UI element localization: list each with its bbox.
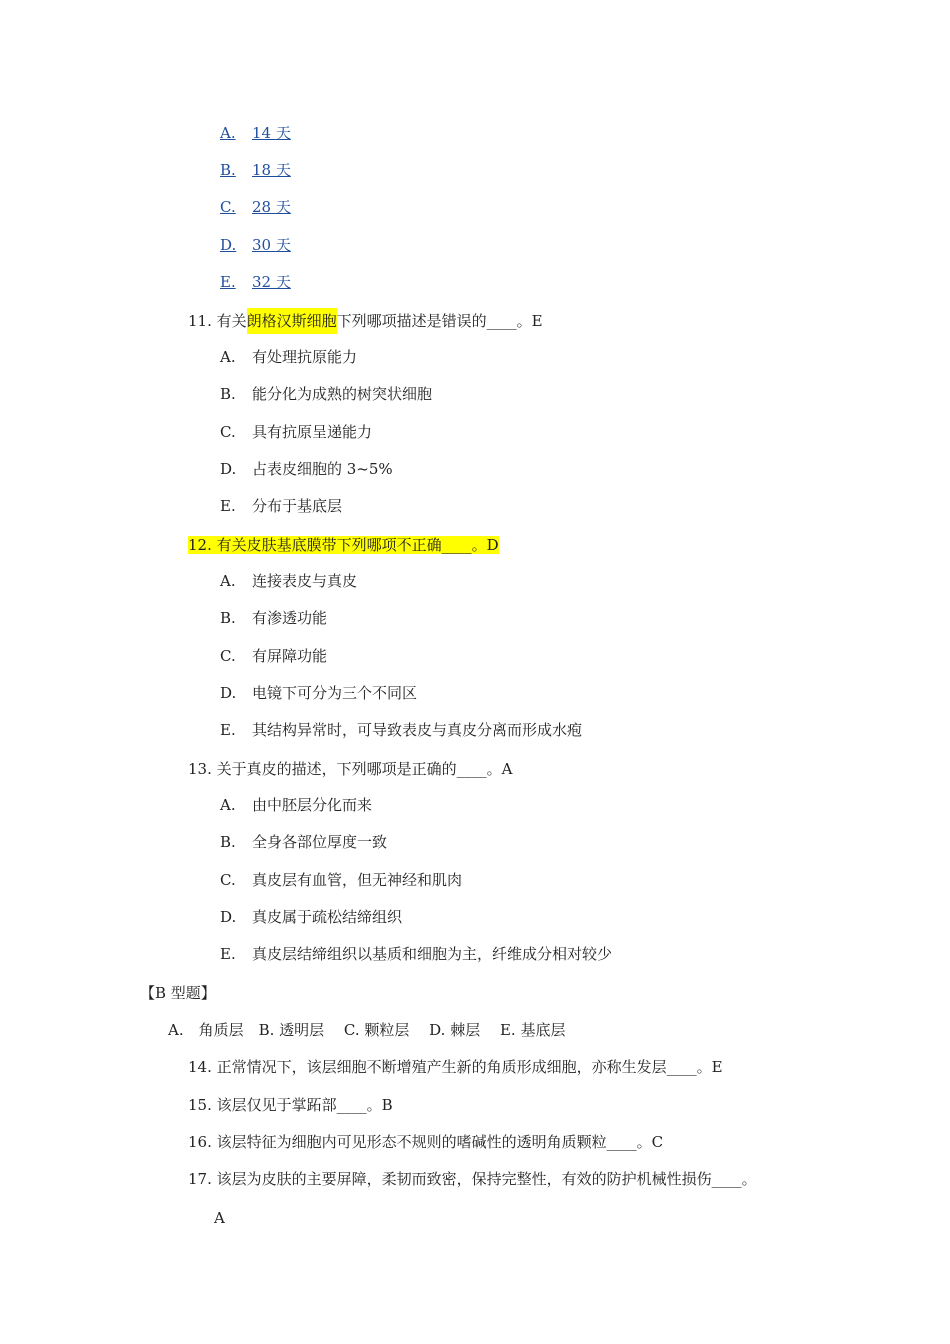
option-letter: D. bbox=[220, 908, 237, 926]
option-q10-c bbox=[220, 197, 291, 217]
option-text: 真皮层有血管，但无神经和肌肉 bbox=[252, 871, 463, 889]
option-text: 有屏障功能 bbox=[252, 647, 328, 665]
option-text: 28 天 bbox=[252, 198, 291, 216]
option-q10-e bbox=[220, 272, 291, 292]
option-q11-d bbox=[220, 459, 393, 479]
option-text: 32 天 bbox=[252, 273, 291, 291]
option-q11-e bbox=[220, 496, 342, 516]
option-text: 具有抗原呈递能力 bbox=[252, 423, 373, 441]
option-letter: B. bbox=[220, 609, 236, 627]
option-letter: E. bbox=[220, 497, 236, 515]
option-text: 其结构异常时，可导致表皮与真皮分离而形成水疱 bbox=[252, 721, 583, 739]
option-letter: A. bbox=[220, 348, 236, 366]
option-letter: C. bbox=[220, 647, 236, 665]
question-14: 14. 正常情况下，该层细胞不断增殖产生新的角质形成细胞，亦称生发层____。E bbox=[188, 1058, 723, 1076]
option-q12-a bbox=[220, 571, 357, 591]
question-15: 15. 该层仅见于掌跖部____。B bbox=[188, 1096, 393, 1114]
question-13 bbox=[188, 759, 512, 779]
option-text: 连接表皮与真皮 bbox=[252, 572, 358, 590]
option-q10-b bbox=[220, 160, 291, 180]
question-text: 下列哪项描述是错误的____。E bbox=[336, 312, 543, 330]
option-letter: B. bbox=[220, 385, 236, 403]
option-text: 18 天 bbox=[252, 161, 291, 179]
option-text: 有渗透功能 bbox=[252, 609, 328, 627]
option-letter: B. bbox=[220, 833, 236, 851]
question-11 bbox=[188, 311, 543, 331]
option-letter: B. bbox=[220, 161, 236, 179]
question-text: 13. 关于真皮的描述，下列哪项是正确的____。A bbox=[188, 760, 513, 778]
option-text: 由中胚层分化而来 bbox=[252, 796, 373, 814]
option-q11-c bbox=[220, 422, 372, 442]
option-q10-a bbox=[220, 123, 291, 143]
option-text: 能分化为成熟的树突状细胞 bbox=[252, 385, 433, 403]
option-letter: A. bbox=[220, 796, 236, 814]
option-q12-b bbox=[220, 608, 327, 628]
option-letter: C. bbox=[220, 198, 236, 216]
option-letter: D. bbox=[220, 684, 237, 702]
option-letter: E. bbox=[220, 721, 236, 739]
option-letter: D. bbox=[220, 460, 237, 478]
option-letter: A. bbox=[220, 572, 236, 590]
question-text: 12. 有关皮肤基底膜带下列哪项不正确____。D bbox=[188, 536, 499, 554]
question-12 bbox=[188, 535, 499, 555]
option-letter: E. bbox=[220, 945, 236, 963]
option-letter: C. bbox=[220, 871, 236, 889]
option-text: 电镜下可分为三个不同区 bbox=[252, 684, 418, 702]
option-text: 全身各部位厚度一致 bbox=[252, 833, 388, 851]
question-17-answer: A bbox=[214, 1209, 225, 1227]
option-q10-d bbox=[220, 235, 291, 255]
option-text: 分布于基底层 bbox=[252, 497, 343, 515]
option-letter: C. bbox=[220, 423, 236, 441]
option-q13-a bbox=[220, 795, 372, 815]
question-number: 11. 有关 bbox=[188, 312, 247, 330]
option-q13-d bbox=[220, 907, 402, 927]
option-text: 占表皮细胞的 3~5% bbox=[252, 460, 393, 478]
option-q13-e bbox=[220, 944, 612, 964]
highlighted-term: 朗格汉斯细胞 bbox=[247, 308, 337, 334]
option-text: 有处理抗原能力 bbox=[252, 348, 358, 366]
option-q11-b bbox=[220, 384, 432, 404]
option-q13-c bbox=[220, 870, 462, 890]
option-text: 14 天 bbox=[252, 124, 291, 142]
question-16: 16. 该层特征为细胞内可见形态不规则的嗜碱性的透明角质颗粒____。C bbox=[188, 1133, 664, 1151]
option-text: 真皮层结缔组织以基质和细胞为主，纤维成分相对较少 bbox=[252, 945, 613, 963]
option-q11-a bbox=[220, 347, 357, 367]
option-letter: D. bbox=[220, 236, 237, 254]
option-text: 30 天 bbox=[252, 236, 291, 254]
option-letter: A. bbox=[220, 124, 236, 142]
option-letter: E. bbox=[220, 273, 236, 291]
section-heading: 【B 型题】 bbox=[140, 984, 216, 1002]
option-text: 真皮属于疏松结缔组织 bbox=[252, 908, 403, 926]
question-17: 17. 该层为皮肤的主要屏障，柔韧而致密，保持完整性，有效的防护机械性损伤____。 bbox=[188, 1170, 757, 1188]
option-q12-d bbox=[220, 683, 417, 703]
option-q12-c bbox=[220, 646, 327, 666]
option-q13-b bbox=[220, 832, 387, 852]
shared-options: A. 角质层 B. 透明层 C. 颗粒层 D. 棘层 E. 基底层 bbox=[168, 1021, 566, 1039]
option-q12-e bbox=[220, 720, 582, 740]
